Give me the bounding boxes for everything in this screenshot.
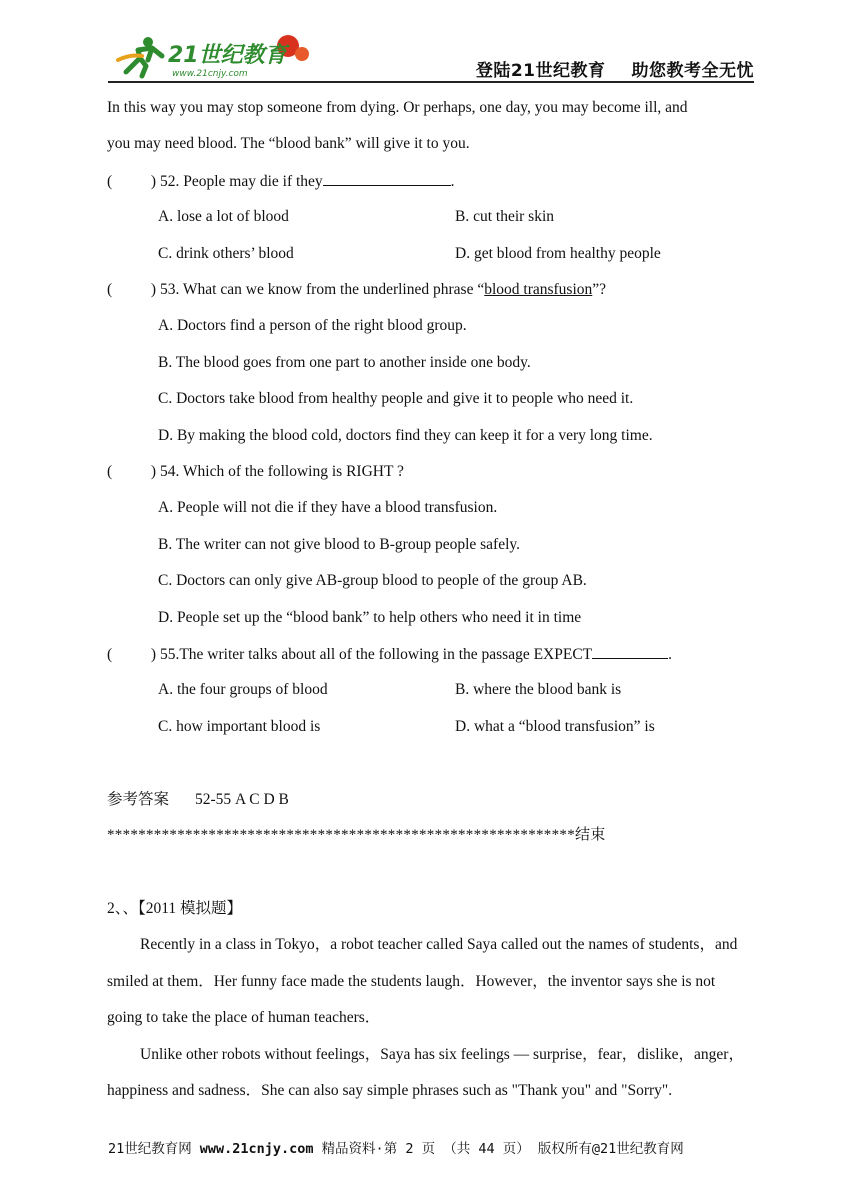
question-54 xyxy=(107,462,404,482)
option-d: D. By making the blood cold, doctors find they can keep it for a very long time. xyxy=(158,427,653,444)
passage-line: In this way you may stop someone from dying. Or perhaps, one day, you may become ill, and xyxy=(107,99,688,116)
page-header xyxy=(108,30,754,82)
logo-url: www.21cnjy.com xyxy=(172,69,248,79)
question-stem-suffix: ”? xyxy=(592,281,607,298)
section-heading: 2、、【2011 模拟题】 xyxy=(107,900,243,917)
answer-value: 52-55 A C D B xyxy=(195,791,289,808)
option-a: A. Doctors find a person of the right blood group. xyxy=(158,317,467,334)
option-a: A. lose a lot of blood xyxy=(158,208,289,225)
passage-line: going to take the place of human teachers． xyxy=(107,1009,381,1026)
question-stem: 55.The writer talks about all of the following in the passage EXPECT xyxy=(159,646,593,663)
question-stem-suffix: . xyxy=(450,173,455,190)
page-footer xyxy=(108,1137,754,1157)
logo-text: 21世纪教育 xyxy=(168,43,287,68)
answer-blank xyxy=(592,644,668,659)
passage-line: Unlike other robots without feelings，Saya has six feelings — surprise，fear，dislike，anger， xyxy=(140,1046,744,1063)
option-d: D. People set up the “blood bank” to help others who need it in time xyxy=(158,609,582,626)
answer-bracket: ( ) xyxy=(107,173,157,190)
option-a: A. the four groups of blood xyxy=(158,681,328,698)
option-b: B. The writer can not give blood to B-group people safely. xyxy=(158,536,521,553)
slogan-1: 登陆21世纪教育 xyxy=(475,61,606,81)
option-a: A. People will not die if they have a blood transfusion. xyxy=(158,499,498,516)
option-b: B. where the blood bank is xyxy=(455,681,622,698)
question-stem: 54. Which of the following is RIGHT ? xyxy=(159,463,404,480)
option-c: C. Doctors can only give AB-group blood to people of the group AB. xyxy=(158,572,587,589)
answer-label: 参考答案 xyxy=(107,791,170,808)
question-53 xyxy=(107,280,606,300)
passage-line: you may need blood. The “blood bank” will give it to you. xyxy=(107,135,470,152)
option-c: C. drink others’ blood xyxy=(158,245,294,262)
footer-url: www.21cnjy.com xyxy=(199,1141,314,1157)
option-c: C. Doctors take blood from healthy people and give it to people who need it. xyxy=(158,390,634,407)
question-stem-suffix: . xyxy=(668,646,673,663)
answer-key xyxy=(107,790,289,810)
passage-line: happiness and sadness．She can also say simple phrases such as "Thank you" and "Sorry". xyxy=(107,1082,673,1099)
star-divider: ************************************************************ xyxy=(107,827,575,843)
passage-line: smiled at them．Her funny face made the students laugh．However，the inventor says she is not xyxy=(107,973,716,990)
end-word: 结束 xyxy=(575,827,606,843)
answer-bracket: ( ) xyxy=(107,646,157,663)
question-55 xyxy=(107,644,672,665)
header-divider xyxy=(108,81,754,83)
footer-page-info: 精品资料·第 2 页 （共 44 页） xyxy=(321,1141,530,1157)
slogan-2: 助您教考全无忧 xyxy=(631,61,754,81)
option-d: D. get blood from healthy people xyxy=(455,245,661,262)
underlined-phrase: blood transfusion xyxy=(484,281,593,298)
site-logo xyxy=(112,32,312,80)
footer-site: 21世纪教育网 xyxy=(108,1141,192,1157)
answer-bracket: ( ) xyxy=(107,463,157,480)
option-b: B. cut their skin xyxy=(455,208,555,225)
question-52 xyxy=(107,171,455,192)
option-d: D. what a “blood transfusion” is xyxy=(455,718,655,735)
option-b: B. The blood goes from one part to another inside one body. xyxy=(158,354,531,371)
question-stem: 53. What can we know from the underlined phrase “ xyxy=(159,281,485,298)
header-slogan xyxy=(450,56,754,81)
footer-copyright: 版权所有@21世纪教育网 xyxy=(537,1141,684,1157)
answer-blank xyxy=(323,171,451,186)
passage-line: Recently in a class in Tokyo，a robot teacher called Saya called out the names of students，and xyxy=(140,936,738,953)
question-stem: 52. People may die if they xyxy=(159,173,323,190)
option-c: C. how important blood is xyxy=(158,718,321,735)
end-marker xyxy=(107,825,606,845)
answer-bracket: ( ) xyxy=(107,281,157,298)
